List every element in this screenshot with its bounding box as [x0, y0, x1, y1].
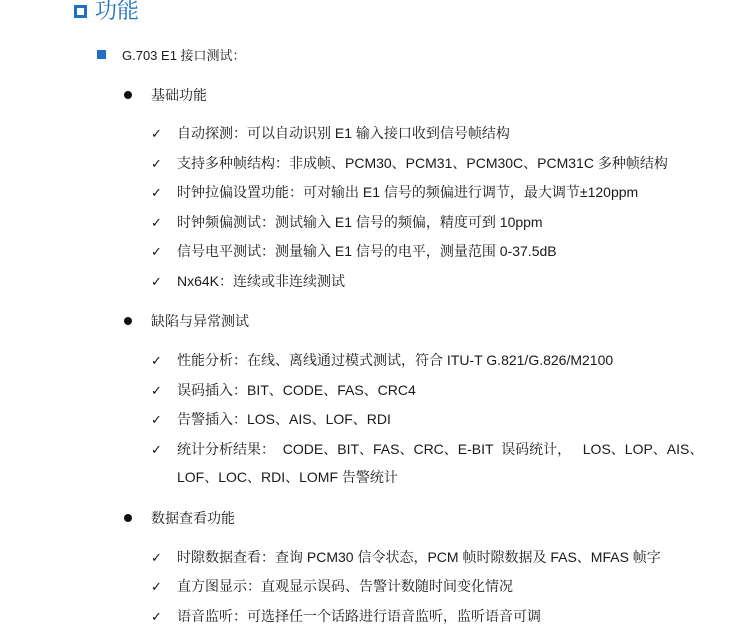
subheading [97, 45, 246, 64]
checkmark-icon: ✓ [151, 609, 162, 624]
bullet-icon [124, 91, 132, 99]
section-title: 缺陷与异常测试 [151, 313, 249, 329]
list-item-text: 统计分析结果： CODE、BIT、FAS、CRC、E-BIT 误码统计， LOS、LOP、AIS、 [177, 441, 704, 457]
list-item [151, 548, 661, 567]
checkmark-icon: ✓ [151, 126, 162, 141]
list-item-text: 时钟拉偏设置功能：可对输出 E1 信号的频偏进行调节，最大调节±120ppm [177, 184, 639, 200]
list-item [151, 440, 703, 459]
list-item [151, 272, 345, 291]
blue-square-icon [97, 50, 106, 59]
list-item [151, 607, 541, 626]
list-item-text: Nx64K：连续或非连续测试 [177, 273, 346, 289]
list-item [151, 242, 557, 261]
list-item [151, 213, 543, 232]
list-item [151, 154, 668, 173]
list-item [151, 410, 391, 429]
list-item-text: 告警插入：LOS、AIS、LOF、RDI [177, 411, 391, 427]
checkmark-icon: ✓ [151, 156, 162, 171]
checkmark-icon: ✓ [151, 550, 162, 565]
checkmark-icon: ✓ [151, 185, 162, 200]
page-title: 功能 [95, 0, 140, 23]
list-item-text: 直方图显示：直观显示误码、告警计数随时间变化情况 [177, 578, 513, 594]
checkmark-icon: ✓ [151, 412, 162, 427]
subheading-text: G.703 E1 接口测试： [122, 48, 246, 63]
list-item-text: 语音监听：可选择任一个话路进行语音监听，监听语音可调 [177, 608, 541, 624]
checkmark-icon: ✓ [151, 579, 162, 594]
page-heading [74, 0, 139, 24]
list-item [151, 381, 416, 400]
checkmark-icon: ✓ [151, 442, 162, 457]
list-item-text: 误码插入：BIT、CODE、FAS、CRC4 [177, 382, 416, 398]
section-heading [124, 508, 235, 528]
list-item-text: 支持多种帧结构：非成帧、PCM30、PCM31、PCM30C、PCM31C 多种帧结构 [177, 155, 668, 171]
list-item [151, 577, 513, 596]
list-item [151, 124, 510, 143]
section-heading [124, 311, 249, 331]
bullet-icon [124, 317, 132, 325]
list-item-text: 自动探测：可以自动识别 E1 输入接口收到信号帧结构 [177, 125, 510, 141]
list-item [151, 183, 638, 202]
list-item-text: 信号电平测试：测量输入 E1 信号的电平，测量范围 0-37.5dB [177, 243, 557, 259]
checkmark-icon: ✓ [151, 215, 162, 230]
section-title: 基础功能 [151, 87, 207, 103]
list-item-continuation: LOF、LOC、RDI、LOMF 告警统计 [177, 469, 398, 485]
bullet-icon [124, 514, 132, 522]
checkmark-icon: ✓ [151, 274, 162, 289]
section-heading [124, 85, 207, 105]
checkmark-icon: ✓ [151, 244, 162, 259]
list-item-text: 性能分析：在线、离线通过模式测试，符合 ITU-T G.821/G.826/M2100 [177, 352, 614, 368]
section-title: 数据查看功能 [151, 510, 235, 526]
checkmark-icon: ✓ [151, 353, 162, 368]
list-item-text: 时隙数据查看：查询 PCM30 信令状态，PCM 帧时隙数据及 FAS、MFAS 帧字 [177, 549, 661, 565]
checkmark-icon: ✓ [151, 383, 162, 398]
list-item-text: 时钟频偏测试：测试输入 E1 信号的频偏，精度可到 10ppm [177, 214, 543, 230]
square-outline-icon [74, 5, 87, 18]
list-item [151, 351, 613, 370]
